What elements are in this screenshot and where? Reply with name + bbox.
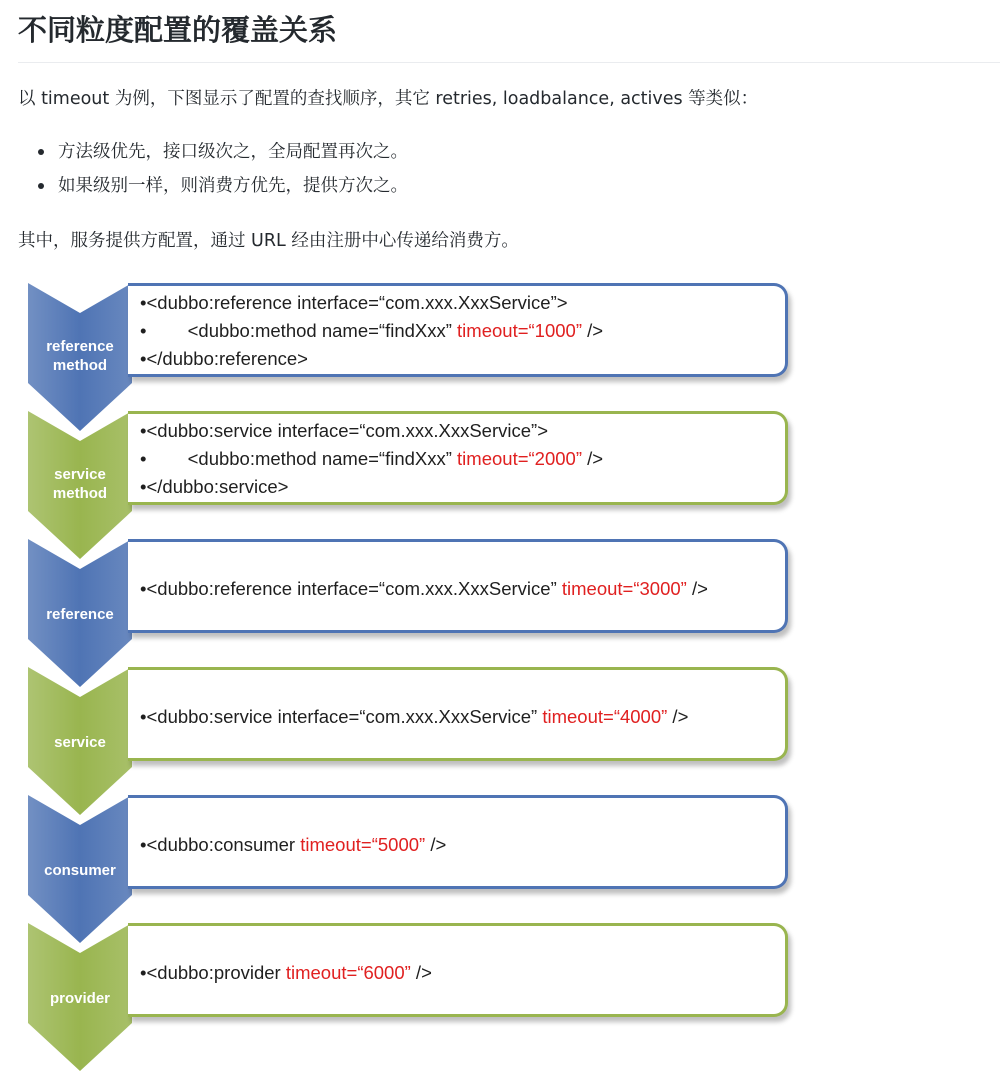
config-code-tail: /> bbox=[425, 834, 447, 855]
timeout-value: timeout=“1000” bbox=[457, 320, 582, 341]
level-label-line: provider bbox=[49, 990, 110, 1007]
level-label bbox=[30, 733, 130, 752]
config-line bbox=[140, 320, 603, 342]
config-box bbox=[128, 411, 788, 505]
config-line bbox=[140, 448, 603, 470]
config-code-tail: /> bbox=[582, 448, 604, 469]
config-code: •<dubbo:service interface=“com.xxx.XxxService”> bbox=[140, 420, 548, 441]
config-line bbox=[140, 348, 308, 370]
config-code: •<dubbo:service interface=“com.xxx.XxxService” bbox=[140, 706, 543, 727]
section-heading: 不同粒度配置的覆盖关系 bbox=[18, 10, 1000, 63]
config-code-tail: /> bbox=[686, 578, 708, 599]
level-label bbox=[30, 989, 130, 1008]
timeout-value: timeout=“2000” bbox=[457, 448, 582, 469]
timeout-value: timeout=“6000” bbox=[285, 962, 411, 983]
level-label bbox=[30, 605, 130, 624]
config-code: • <dubbo:method name=“findXxx” bbox=[140, 448, 458, 469]
config-box bbox=[128, 539, 788, 633]
config-box bbox=[128, 923, 788, 1017]
config-line bbox=[140, 476, 288, 498]
config-code-tail: /> bbox=[667, 706, 689, 727]
level-label-line: service bbox=[54, 466, 106, 483]
level-label-line: service bbox=[54, 734, 106, 751]
list-item: 如果级别一样，则消费方优先，提供方次之。 bbox=[36, 173, 408, 207]
config-code: •</dubbo:reference> bbox=[140, 348, 308, 369]
config-code: •<dubbo:provider bbox=[140, 962, 286, 983]
config-code-tail: /> bbox=[582, 320, 604, 341]
config-box bbox=[128, 667, 788, 761]
config-code: •</dubbo:service> bbox=[140, 476, 289, 497]
level-label-line: reference bbox=[46, 338, 114, 355]
config-code: •<dubbo:consumer bbox=[140, 834, 301, 855]
note-paragraph: 其中，服务提供方配置，通过 URL 经由注册中心传递给消费方。 bbox=[18, 231, 519, 251]
config-code-tail: /> bbox=[410, 962, 432, 983]
timeout-value: timeout=“4000” bbox=[542, 706, 668, 727]
level-label-line: consumer bbox=[44, 862, 116, 879]
intro-paragraph: 以 timeout 为例，下图显示了配置的查找顺序，其它 retries, loadbalance, actives 等类似： bbox=[18, 89, 759, 109]
config-line bbox=[140, 834, 446, 856]
config-line bbox=[140, 420, 548, 442]
config-code: •<dubbo:reference interface=“com.xxx.XxxService” bbox=[140, 578, 562, 599]
config-code: •<dubbo:reference interface=“com.xxx.XxxService”> bbox=[140, 292, 568, 313]
level-label-line: method bbox=[52, 357, 108, 374]
config-line bbox=[140, 962, 432, 984]
level-label bbox=[30, 861, 130, 880]
config-line bbox=[140, 578, 708, 600]
level-label bbox=[30, 465, 130, 503]
config-code: • <dubbo:method name=“findXxx” bbox=[140, 320, 458, 341]
config-line bbox=[140, 706, 688, 728]
timeout-value: timeout=“3000” bbox=[561, 578, 687, 599]
timeout-value: timeout=“5000” bbox=[300, 834, 426, 855]
config-box bbox=[128, 283, 788, 377]
config-box bbox=[128, 795, 788, 889]
list-item: 方法级优先，接口级次之，全局配置再次之。 bbox=[36, 139, 408, 173]
level-label-line: reference bbox=[46, 606, 114, 623]
level-label-line: method bbox=[52, 485, 108, 502]
config-line bbox=[140, 292, 568, 314]
level-label bbox=[30, 337, 130, 375]
